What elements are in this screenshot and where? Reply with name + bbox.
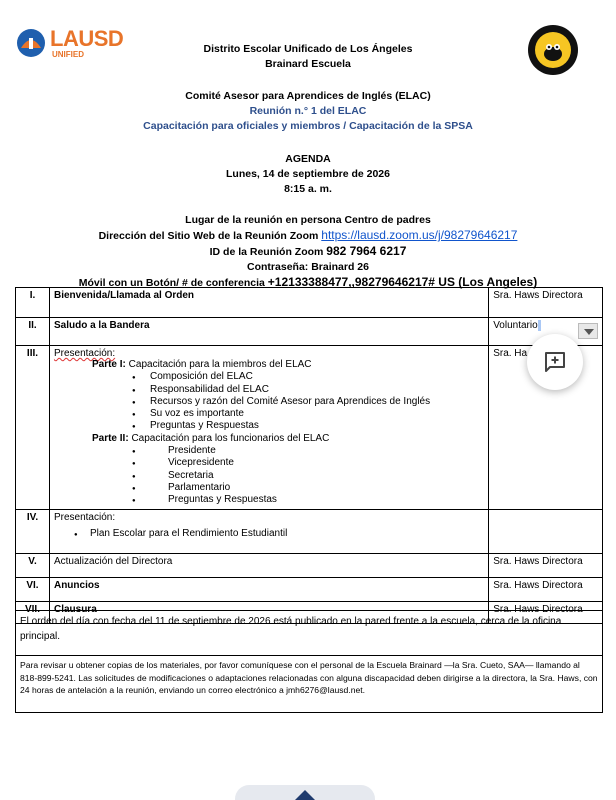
row-presenter[interactable]: Sra. Haws Directora: [489, 577, 603, 601]
bullet-list: [54, 528, 484, 540]
list-item: ● Parlamentario: [54, 482, 484, 494]
add-comment-icon: [543, 350, 567, 374]
row-number: IV.: [16, 509, 50, 553]
mobile-label: Móvil con un Botón/ # de conferencia: [78, 277, 268, 289]
list-item: ● Secretaria: [54, 470, 484, 482]
meeting-header: [0, 89, 616, 134]
table-row: [16, 318, 603, 346]
zoom-password: Contraseña: Brainard 26: [247, 261, 369, 273]
meeting-number: Reunión n.° 1 del ELAC: [249, 105, 367, 117]
agenda-table: [15, 287, 603, 624]
table-row: [16, 288, 603, 318]
meeting-time: 8:15 a. m.: [284, 183, 332, 195]
row-number: V.: [16, 553, 50, 577]
meeting-location-block: [0, 213, 616, 291]
part2-text: Capacitación para los funcionarios del ELAC: [131, 432, 330, 444]
row-number: II.: [16, 318, 50, 346]
presentation-label: Presentación:: [53, 348, 116, 359]
row-item[interactable]: Bienvenida/Llamada al Orden: [49, 288, 488, 318]
row-number: III.: [16, 346, 50, 510]
list-item: ● Composición del ELAC: [54, 371, 484, 383]
row-item[interactable]: Actualización del Directora: [49, 553, 488, 577]
meeting-location: Lugar de la reunión en persona Centro de padres: [185, 214, 431, 226]
agenda-header: [0, 152, 616, 197]
lausd-logo-text: LAUSD: [50, 26, 124, 51]
table-row: [16, 577, 603, 601]
row-item[interactable]: [49, 346, 488, 510]
accessibility-notice: Para revisar u obtener copias de los materiales, por favor comuníquese con el personal de la Escuela Brainard —la Sra. Cueto, SAA— llamando al 818-899-5241. Las solicitudes de modificaciones o adaptaciones relacionadas con alguna discapacidad deben dirigirse a la directora, la Sra. Haws, con 24 horas de antelación a la reunión, enviando un correo electrónico a jmh6276@lausd.net.: [15, 656, 603, 713]
list-item: ● Recursos y razón del Comité Asesor para Aprendices de Inglés: [54, 396, 484, 408]
part1-list: [54, 371, 484, 432]
zoom-link[interactable]: https://lausd.zoom.us/j/98279646217: [321, 228, 518, 242]
presentation-label: Presentación:: [53, 511, 116, 523]
committee-title: Comité Asesor para Aprendices de Inglés (ELAC): [185, 90, 431, 102]
row-presenter[interactable]: Sra. Haws Directora: [489, 601, 603, 623]
table-row: [16, 509, 603, 553]
row-item[interactable]: Anuncios: [49, 577, 488, 601]
list-item: ● Presidente: [54, 445, 484, 457]
list-item: ● Preguntas y Respuestas: [54, 494, 484, 506]
table-row: [16, 346, 603, 510]
row-number: I.: [16, 288, 50, 318]
mobile-number: +12133388477,,98279646217# US (Los Angeles): [267, 275, 538, 289]
row-presenter[interactable]: Sra. Haws Directora: [489, 553, 603, 577]
part1-title: Parte I:: [91, 359, 129, 370]
scroll-up-button[interactable]: [235, 785, 375, 800]
row-number: VI.: [16, 577, 50, 601]
list-item: ● Su voz es importante: [54, 408, 484, 420]
posting-notice: El orden del día con fecha del 11 de septiembre de 2026 está publicado en la pared frente a la escuela, cerca de la oficina principal.: [15, 610, 603, 656]
zoom-label: Dirección del Sitio Web de la Reunión Zoom: [98, 230, 322, 242]
text-cursor: [538, 320, 541, 331]
chevron-down-icon[interactable]: [578, 323, 598, 339]
row-item[interactable]: Saludo a la Bandera: [49, 318, 488, 346]
part1-text: Capacitación para la miembros del ELAC: [128, 359, 312, 370]
row-item[interactable]: [49, 509, 488, 553]
meeting-date: Lunes, 14 de septiembre de 2026: [226, 168, 390, 180]
lausd-logo-subtext: UNIFIED: [52, 50, 84, 59]
zoom-id-label: ID de la Reunión Zoom: [209, 246, 327, 258]
list-item: ● Vicepresidente: [54, 457, 484, 469]
table-row: [16, 553, 603, 577]
row-item[interactable]: Clausura: [49, 601, 488, 623]
school-name: Brainard Escuela: [265, 58, 351, 70]
row-presenter[interactable]: Sra. Ha: [489, 346, 603, 510]
zoom-id: 982 7964 6217: [326, 244, 407, 258]
row-presenter[interactable]: Sra. Haws Directora: [489, 288, 603, 318]
agenda-title: AGENDA: [285, 153, 331, 165]
part2-list: [54, 445, 484, 506]
list-item: ● Responsabilidad del ELAC: [54, 384, 484, 396]
district-name: Distrito Escolar Unificado de Los Ángeles: [203, 43, 413, 55]
training-title: Capacitación para oficiales y miembros / Capacitación de la SPSA: [143, 120, 473, 132]
part2-title: Parte II:: [91, 432, 132, 444]
list-item: ● Plan Escolar para el Rendimiento Estudiantil: [54, 528, 484, 540]
row-presenter[interactable]: [489, 509, 603, 553]
add-comment-button[interactable]: [527, 334, 583, 390]
presenter-text: Voluntario: [493, 320, 538, 332]
document-header: [0, 42, 616, 72]
list-item: ● Preguntas y Respuestas: [54, 420, 484, 432]
row-number: VII.: [16, 601, 50, 623]
